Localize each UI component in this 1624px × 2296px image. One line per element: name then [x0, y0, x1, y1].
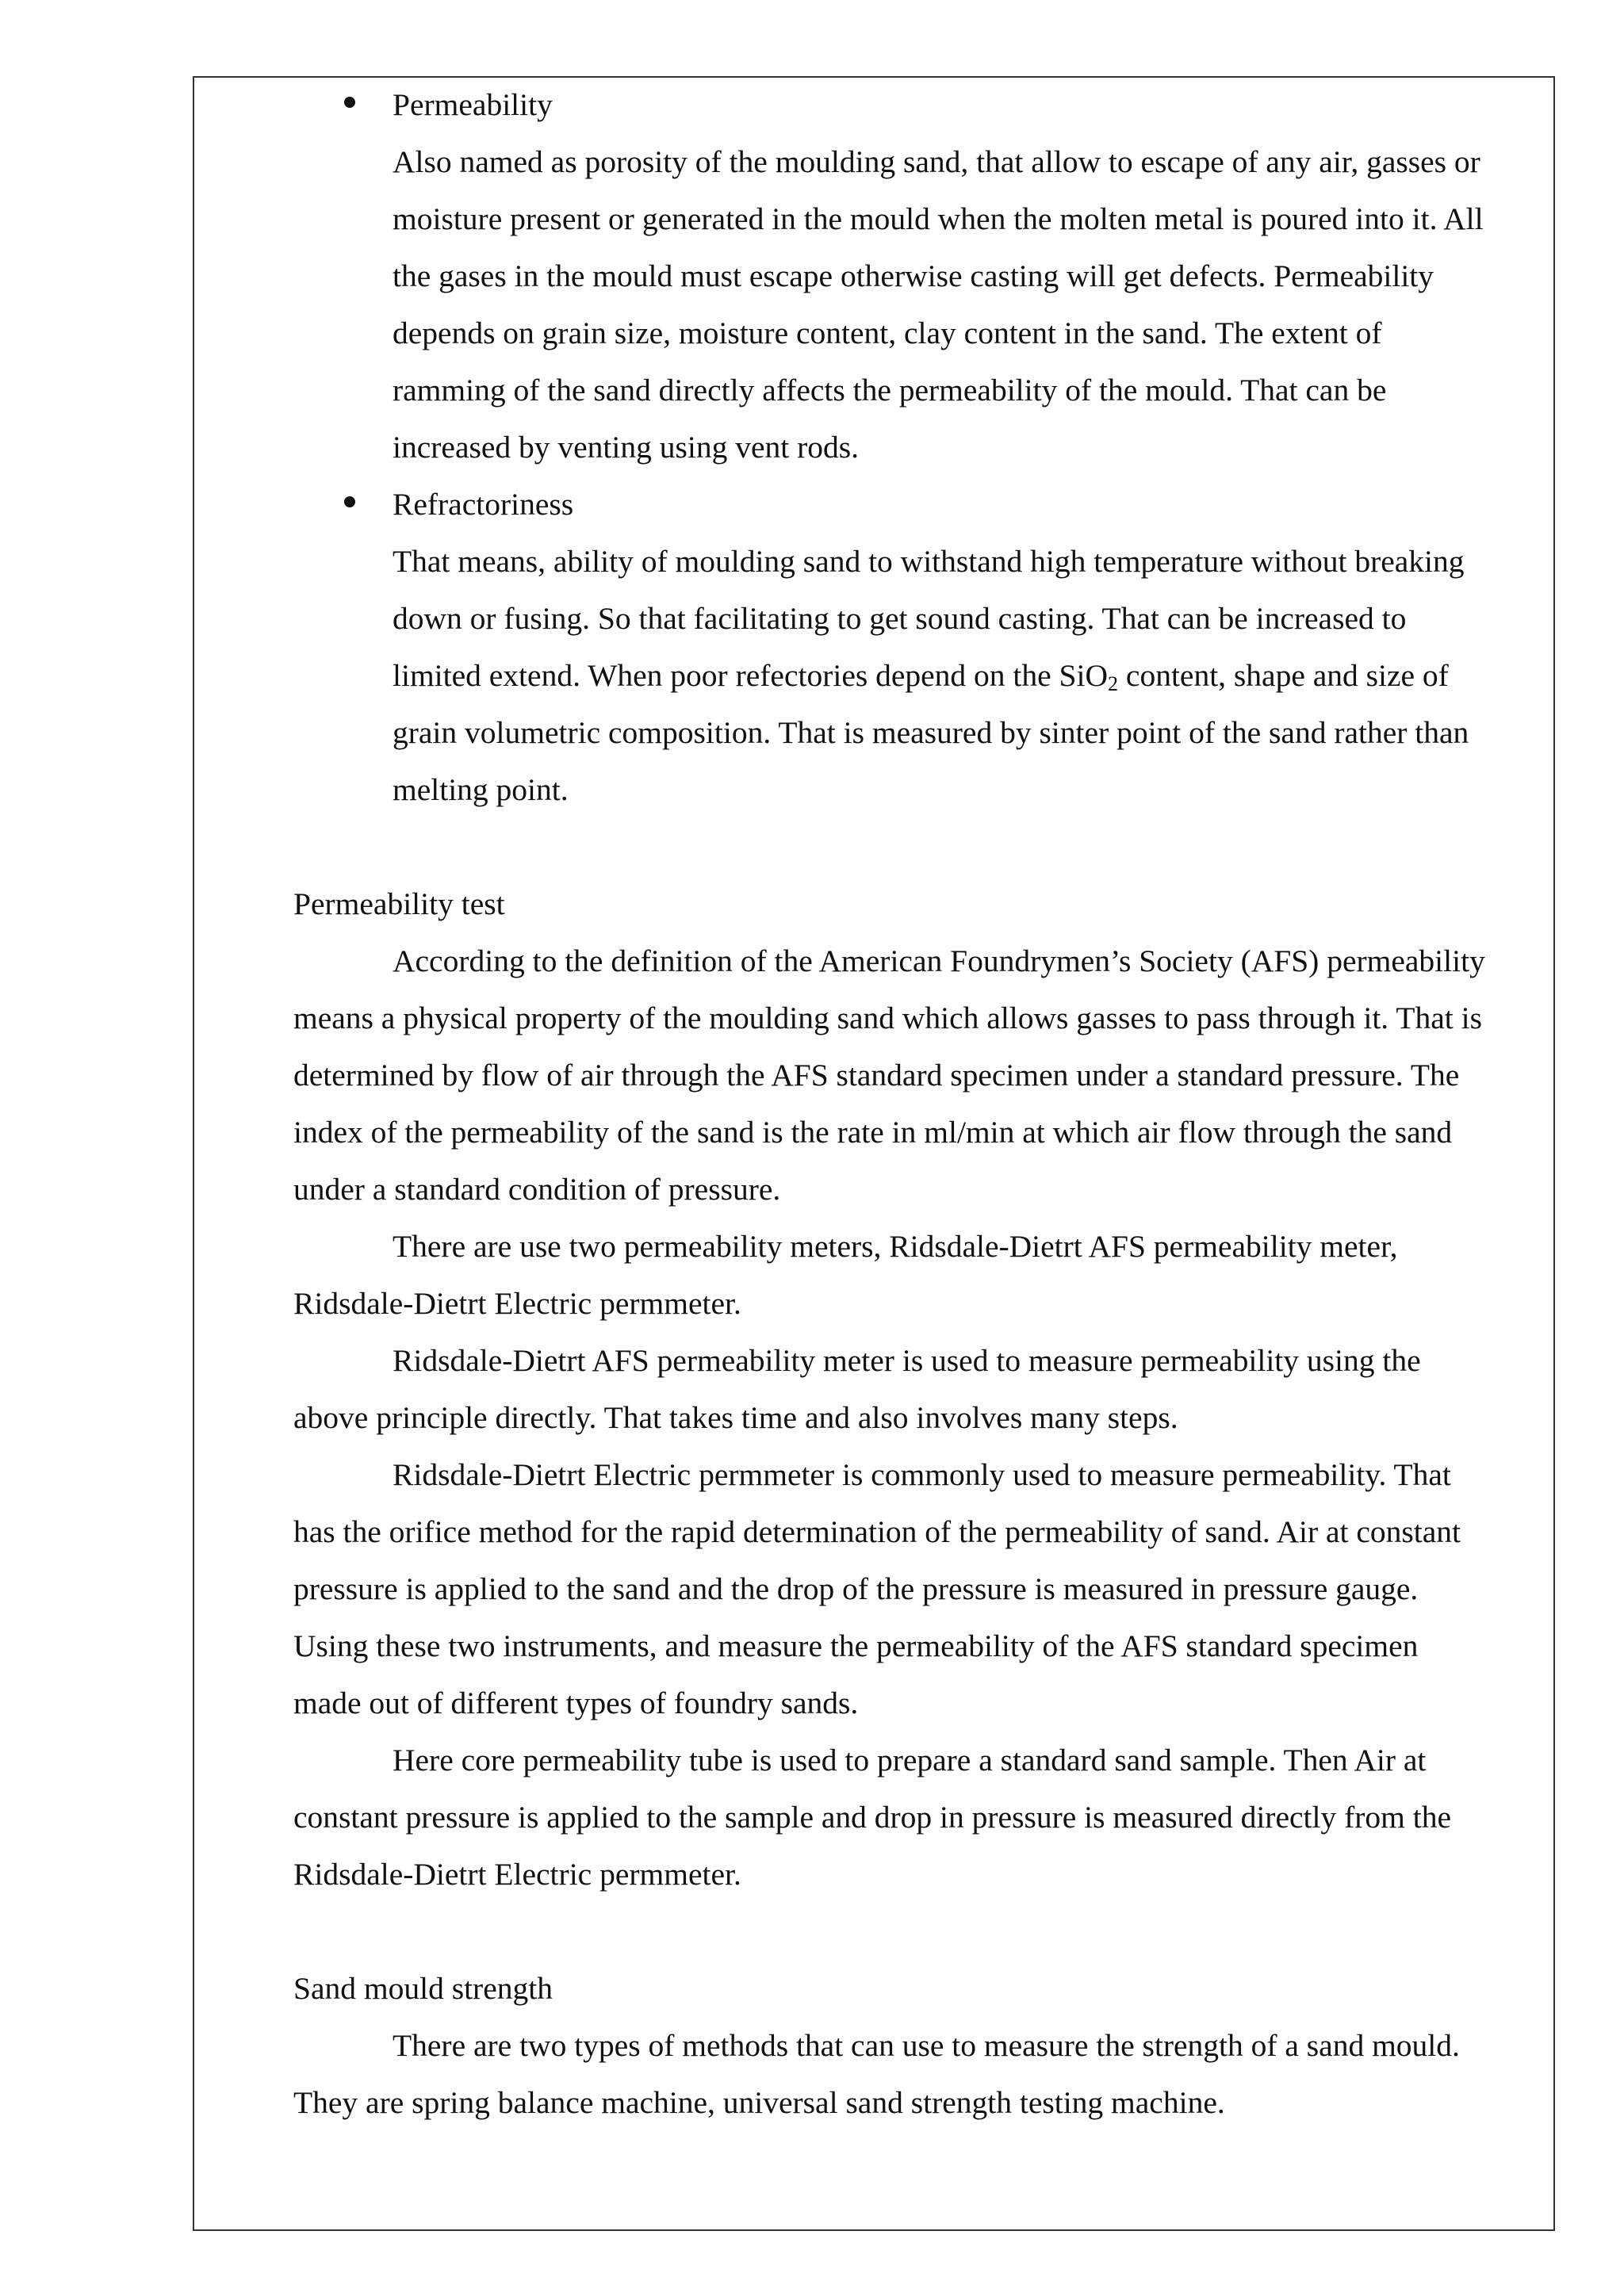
spacer [293, 818, 1550, 875]
section-heading-permeability-test: Permeability test [293, 886, 505, 921]
bullet-title: Permeability [393, 87, 553, 122]
text-line: the gases in the mould must escape otherwise casting will get defects. Permeability [393, 258, 1434, 293]
text-line: down or fusing. So that facilitating to get sound casting. That can be increased to [393, 601, 1407, 636]
text-line: They are spring balance machine, universal sand strength testing machine. [293, 2085, 1225, 2120]
bullet-item-refractoriness [293, 476, 1550, 818]
text-line: ramming of the sand directly affects the permeability of the mould. That can be [393, 373, 1387, 408]
text-line: Ridsdale-Dietrt Electric permmeter is commonly used to measure permeability. That [393, 1457, 1451, 1492]
text-line: constant pressure is applied to the sample and drop in pressure is measured directly from the [293, 1800, 1451, 1835]
bullet-icon [344, 97, 355, 108]
text-fragment: content, shape and size of [1118, 658, 1449, 693]
text-line: That means, ability of moulding sand to withstand high temperature without breaking [393, 544, 1465, 579]
text-line: Ridsdale-Dietrt Electric permmeter. [293, 1857, 741, 1892]
section-heading-sand-mould-strength: Sand mould strength [293, 1971, 553, 2006]
bullet-title: Refractoriness [393, 487, 574, 522]
text-line-sio2 [393, 647, 1550, 704]
paragraph [293, 1218, 1550, 1332]
paragraph [293, 2017, 1550, 2131]
text-line: Here core permeability tube is used to prepare a standard sand sample. Then Air at [393, 1743, 1427, 1777]
bullet-icon [344, 496, 355, 507]
text-line: Also named as porosity of the moulding sand, that allow to escape of any air, gasses or [393, 144, 1480, 179]
text-line: There are two types of methods that can use to measure the strength of a sand mould. [393, 2028, 1460, 2063]
text-line: increased by venting using vent rods. [393, 430, 859, 465]
text-line: pressure is applied to the sand and the drop of the pressure is measured in pressure gauge. [293, 1571, 1419, 1606]
paragraph [293, 932, 1550, 1218]
text-line: melting point. [393, 772, 569, 807]
text-fragment: limited extend. When poor refectories depend on the SiO [393, 658, 1109, 693]
text-line: under a standard condition of pressure. [293, 1172, 781, 1207]
text-line: made out of different types of foundry sands. [293, 1686, 859, 1720]
subscript: 2 [1108, 672, 1119, 695]
text-line: moisture present or generated in the mould when the molten metal is poured into it. All [393, 201, 1484, 236]
bullet-item-permeability [293, 76, 1550, 476]
text-line: index of the permeability of the sand is the rate in ml/min at which air flow through the sand [293, 1115, 1453, 1150]
paragraph [293, 1446, 1550, 1732]
text-line: Ridsdale-Dietrt Electric permmeter. [293, 1286, 741, 1321]
spacer [293, 1903, 1550, 1960]
paragraph [293, 1332, 1550, 1446]
text-line: has the orifice method for the rapid determination of the permeability of sand. Air at constant [293, 1514, 1461, 1549]
text-line: Ridsdale-Dietrt AFS permeability meter is used to measure permeability using the [393, 1343, 1421, 1378]
text-line: Using these two instruments, and measure the permeability of the AFS standard specimen [293, 1628, 1419, 1663]
text-line: grain volumetric composition. That is measured by sinter point of the sand rather than [393, 715, 1469, 750]
text-line: depends on grain size, moisture content, clay content in the sand. The extent of [393, 316, 1382, 350]
paragraph [293, 1732, 1550, 1903]
document-body [293, 76, 1550, 2131]
text-line: determined by flow of air through the AFS standard specimen under a standard pressure. The [293, 1058, 1460, 1093]
text-line: above principle directly. That takes time and also involves many steps. [293, 1400, 1178, 1435]
text-line: There are use two permeability meters, Ridsdale-Dietrt AFS permeability meter, [393, 1229, 1398, 1264]
text-line: According to the definition of the American Foundrymen’s Society (AFS) permeability [393, 943, 1485, 978]
text-line: means a physical property of the moulding sand which allows gasses to pass through it. That is [293, 1001, 1482, 1035]
